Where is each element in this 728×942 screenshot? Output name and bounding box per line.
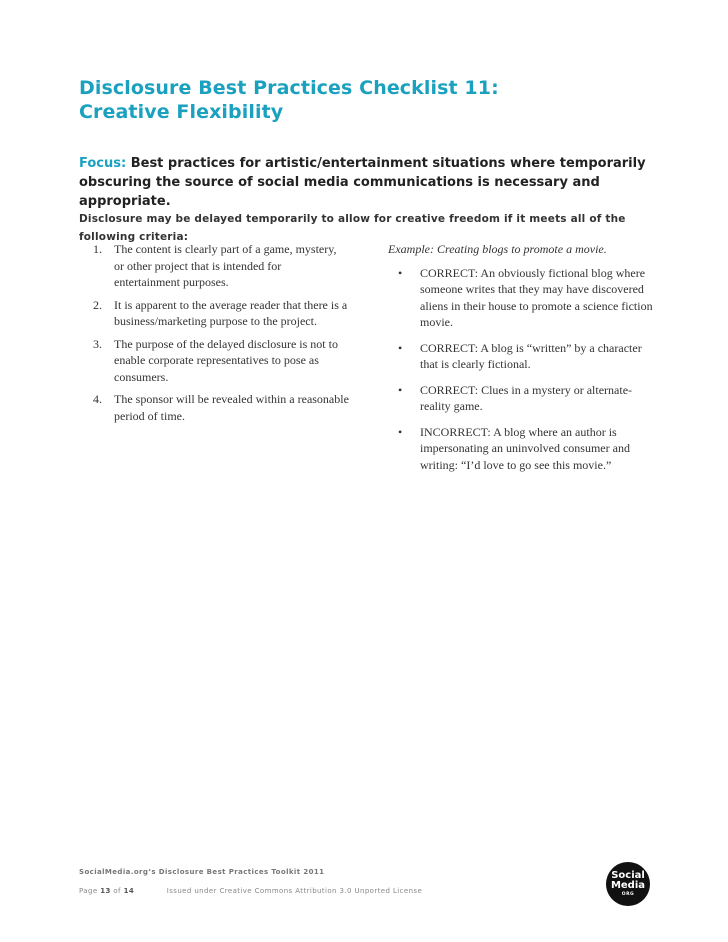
logo-line-2: Media — [610, 880, 646, 891]
bullet-icon: • — [398, 340, 403, 355]
page-word: Page — [79, 887, 98, 895]
criteria-number: 1. — [93, 242, 102, 256]
criteria-number: 4. — [93, 392, 102, 406]
criteria-list — [79, 241, 349, 430]
title-line-2: Creative Flexibility — [79, 101, 284, 123]
title-line-1: Disclosure Best Practices Checklist 11: — [79, 77, 499, 99]
logo-line-1: Social — [611, 870, 645, 881]
example-box — [388, 241, 656, 482]
criteria-item — [79, 336, 349, 386]
bullet-icon: • — [398, 424, 403, 439]
focus-paragraph — [79, 154, 659, 211]
criteria-text: It is apparent to the average reader that there is a business/marketing purpose to the project. — [114, 297, 348, 328]
example-item — [388, 340, 656, 373]
criteria-number: 3. — [93, 336, 102, 351]
criteria-intro: Disclosure may be delayed temporarily to allow for creative freedom if it meets all of the following criteria: — [79, 213, 626, 243]
page-title — [79, 76, 679, 124]
footer-toolkit-title: SocialMedia.org’s Disclosure Best Practices Toolkit 2011 — [79, 868, 325, 876]
criteria-item — [79, 297, 349, 330]
example-item — [388, 265, 656, 331]
page-total: 14 — [123, 887, 135, 895]
socialmedia-logo — [606, 862, 650, 906]
example-text: CORRECT: A blog is “written” by a character that is clearly fictional. — [420, 340, 642, 371]
focus-text: Best practices for artistic/entertainment situations where temporarily obscuring the source of social media communications is necessary and appropriate. — [79, 156, 646, 209]
criteria-number: 2. — [93, 297, 102, 312]
bullet-icon: • — [398, 265, 403, 280]
criteria-text: The purpose of the delayed disclosure is not to enable corporate representatives to pose as consumers. — [114, 336, 338, 384]
criteria-text: The sponsor will be revealed within a reasonable period of time. — [114, 392, 349, 423]
example-text: CORRECT: An obviously fictional blog where someone writes that they may have discovered aliens in their house to promote a science fiction movie. — [420, 265, 653, 329]
footer-license: Issued under Creative Commons Attribution 3.0 Unported License — [166, 887, 423, 895]
example-heading: Example: Creating blogs to promote a movie. — [388, 242, 607, 256]
example-item — [388, 382, 656, 415]
criteria-text: The content is clearly part of a game, mystery, or other project that is intended for entertainment purposes. — [114, 242, 337, 289]
example-text: CORRECT: Clues in a mystery or alternate-reality game. — [420, 382, 633, 413]
footer-page-info — [79, 887, 422, 895]
criteria-item — [79, 391, 349, 424]
bullet-icon: • — [398, 382, 403, 397]
example-item — [388, 424, 656, 474]
criteria-item — [79, 241, 349, 291]
example-text: INCORRECT: A blog where an author is impersonating an uninvolved consumer and writing: “I’d love to go see this movie.” — [420, 424, 630, 472]
page-current: 13 — [100, 887, 111, 895]
focus-label: Focus: — [79, 156, 127, 171]
logo-line-3: ORG — [621, 892, 635, 897]
page-of: of — [113, 887, 121, 895]
